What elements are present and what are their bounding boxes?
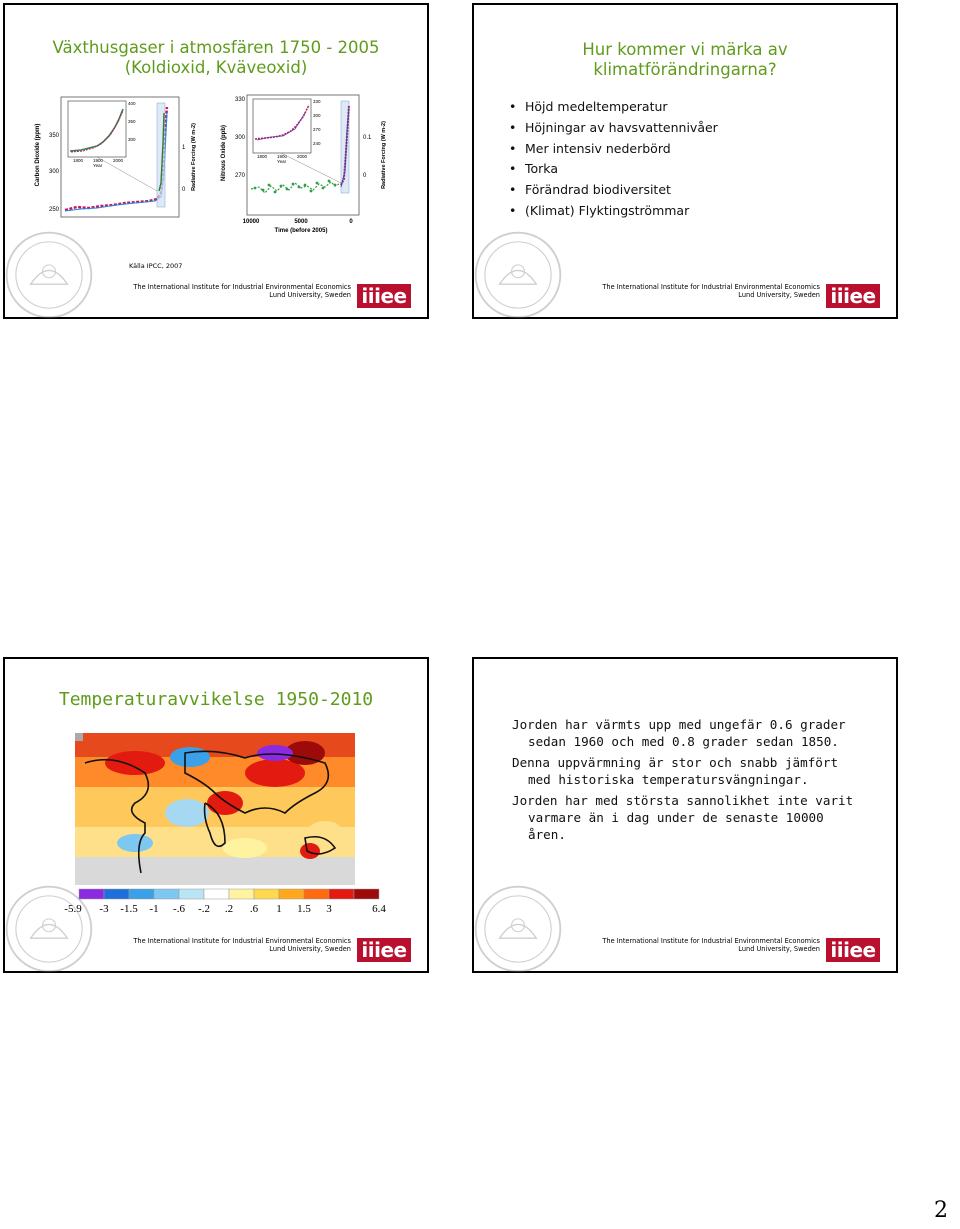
n2o-inset-xtick: 2000 xyxy=(297,154,308,159)
legend-label: .2 xyxy=(224,903,234,915)
institute-name: The International Institute for Industrial Environmental Economics xyxy=(133,283,351,291)
n2o-ytick: 300 xyxy=(234,135,245,141)
legend-label: .6 xyxy=(249,903,259,915)
n2o-inset-ytick: 300 xyxy=(313,113,321,118)
legend-label: -1 xyxy=(149,903,159,915)
n2o-xtick: 10000 xyxy=(242,219,260,225)
list-item: • (Klimat) Flyktingströmmar xyxy=(509,201,718,222)
list-item: • Höjd medeltemperatur xyxy=(509,97,718,118)
co2-inset-xtick: 1900 xyxy=(93,158,104,163)
legend-label: 6.4 xyxy=(372,903,386,915)
slide-title: Temperaturavvikelse 1950-2010 xyxy=(58,689,374,710)
university-name: Lund University, Sweden xyxy=(738,291,820,299)
slide-footer xyxy=(133,283,411,309)
slide-title: Växthusgaser i atmosfären 1750 - 2005 (Koldioxid, Kväveoxid) xyxy=(52,38,380,77)
n2o-chart xyxy=(217,91,409,237)
lund-university-seal-icon xyxy=(472,883,564,975)
legend-label: 3 xyxy=(326,903,332,915)
legend-label: 1.5 xyxy=(297,903,311,915)
anomaly-legend xyxy=(61,887,386,917)
legend-swatch xyxy=(179,889,204,899)
n2o-ytick-right: 0.1 xyxy=(363,135,372,141)
list-item: • Förändrad biodiversitet xyxy=(509,180,718,201)
co2-inset-ytick: 400 xyxy=(128,101,136,106)
co2-ytick: 350 xyxy=(48,133,59,139)
n2o-highlight-box xyxy=(341,101,349,193)
paragraph: Denna uppvärmning är stor och snabb jämfört med historiska temperatursvängningar. xyxy=(512,755,839,787)
legend-swatch xyxy=(329,889,354,899)
warming-text xyxy=(512,716,853,843)
n2o-xtick: 0 xyxy=(349,219,353,225)
co2-ytick: 250 xyxy=(48,207,59,213)
lund-university-seal-icon xyxy=(3,883,95,975)
institute-name: The International Institute for Industrial Environmental Economics xyxy=(133,937,351,945)
co2-chart xyxy=(31,93,209,223)
institute-name: The International Institute for Industrial Environmental Economics xyxy=(602,937,820,945)
legend-swatch xyxy=(154,889,179,899)
legend-swatch xyxy=(129,889,154,899)
legend-swatch xyxy=(279,889,304,899)
co2-inset-xtick: 2000 xyxy=(113,158,124,163)
legend-swatch xyxy=(204,889,229,899)
n2o-ylabel-right: Radiative Forcing (W m-2) xyxy=(381,121,387,189)
slide-footer xyxy=(602,937,880,963)
co2-inset-ytick: 350 xyxy=(128,119,136,124)
n2o-inset-xlabel: Year xyxy=(277,159,287,164)
legend-label: -1.5 xyxy=(120,903,138,915)
co2-ytick-right: 0 xyxy=(182,187,186,193)
n2o-inset-ytick: 270 xyxy=(313,127,321,132)
legend-label: -5.9 xyxy=(64,903,82,915)
page-number: 2 xyxy=(934,1198,948,1223)
n2o-xtick: 5000 xyxy=(294,219,308,225)
slide-greenhouse-gases xyxy=(3,3,429,319)
temperature-anomaly-map xyxy=(75,733,355,885)
n2o-ytick: 270 xyxy=(234,173,245,179)
co2-ylabel-right: Radiative Forcing (W m-2) xyxy=(191,123,197,191)
slide-footer xyxy=(602,283,880,309)
legend-swatch xyxy=(354,889,379,899)
lund-university-seal-icon xyxy=(472,229,564,321)
legend-label: 1 xyxy=(276,903,282,915)
n2o-ylabel: Nitrous Oxide (ppb) xyxy=(221,125,227,181)
list-item: • Höjningar av havsvattennivåer xyxy=(509,118,718,139)
source-note: Källa IPCC, 2007 xyxy=(129,262,183,270)
university-name: Lund University, Sweden xyxy=(738,945,820,953)
list-item: • Mer intensiv nederbörd xyxy=(509,139,718,160)
legend-label: -.6 xyxy=(173,903,185,915)
slide-climate-effects xyxy=(472,3,898,319)
slide-title: Hur kommer vi märka av klimatförändringarna? xyxy=(582,40,788,79)
legend-swatch xyxy=(254,889,279,899)
lund-university-seal-icon xyxy=(3,229,95,321)
n2o-inset-xtick: 1800 xyxy=(257,154,268,159)
co2-inset-ytick: 300 xyxy=(128,137,136,142)
paragraph: Jorden har med största sannolikhet inte varit varmare än i dag under de senaste 10000 åren. xyxy=(512,793,854,842)
n2o-ytick: 330 xyxy=(234,97,245,103)
institute-name: The International Institute for Industrial Environmental Economics xyxy=(602,283,820,291)
university-name: Lund University, Sweden xyxy=(269,291,351,299)
iiiee-logo: iiiee xyxy=(826,284,880,308)
iiiee-logo: iiiee xyxy=(357,284,411,308)
co2-inset-xlabel: Year xyxy=(93,163,103,168)
co2-ytick: 300 xyxy=(48,169,59,175)
list-item: • Torka xyxy=(509,159,718,180)
co2-inset-xtick: 1800 xyxy=(73,158,84,163)
slide-footer xyxy=(133,937,411,963)
slide-temperature-anomaly xyxy=(3,657,429,973)
legend-swatch xyxy=(229,889,254,899)
effects-list xyxy=(509,97,718,222)
co2-ytick-right: 1 xyxy=(182,145,186,151)
legend-label: -3 xyxy=(99,903,109,915)
n2o-inset-ytick: 330 xyxy=(313,99,321,104)
n2o-xlabel: Time (before 2005) xyxy=(274,228,328,234)
legend-swatch xyxy=(304,889,329,899)
slide-warming-text xyxy=(472,657,898,973)
university-name: Lund University, Sweden xyxy=(269,945,351,953)
co2-ylabel: Carbon Dioxide (ppm) xyxy=(35,123,41,187)
legend-swatch xyxy=(104,889,129,899)
n2o-ytick-right: 0 xyxy=(363,173,367,179)
iiiee-logo: iiiee xyxy=(357,938,411,962)
n2o-inset-xtick: 1900 xyxy=(277,154,288,159)
paragraph: Jorden har värmts upp med ungefär 0.6 grader sedan 1960 och med 0.8 grader sedan 1850. xyxy=(512,717,846,749)
iiiee-logo: iiiee xyxy=(826,938,880,962)
legend-label: -.2 xyxy=(198,903,210,915)
n2o-inset-ytick: 240 xyxy=(313,141,321,146)
